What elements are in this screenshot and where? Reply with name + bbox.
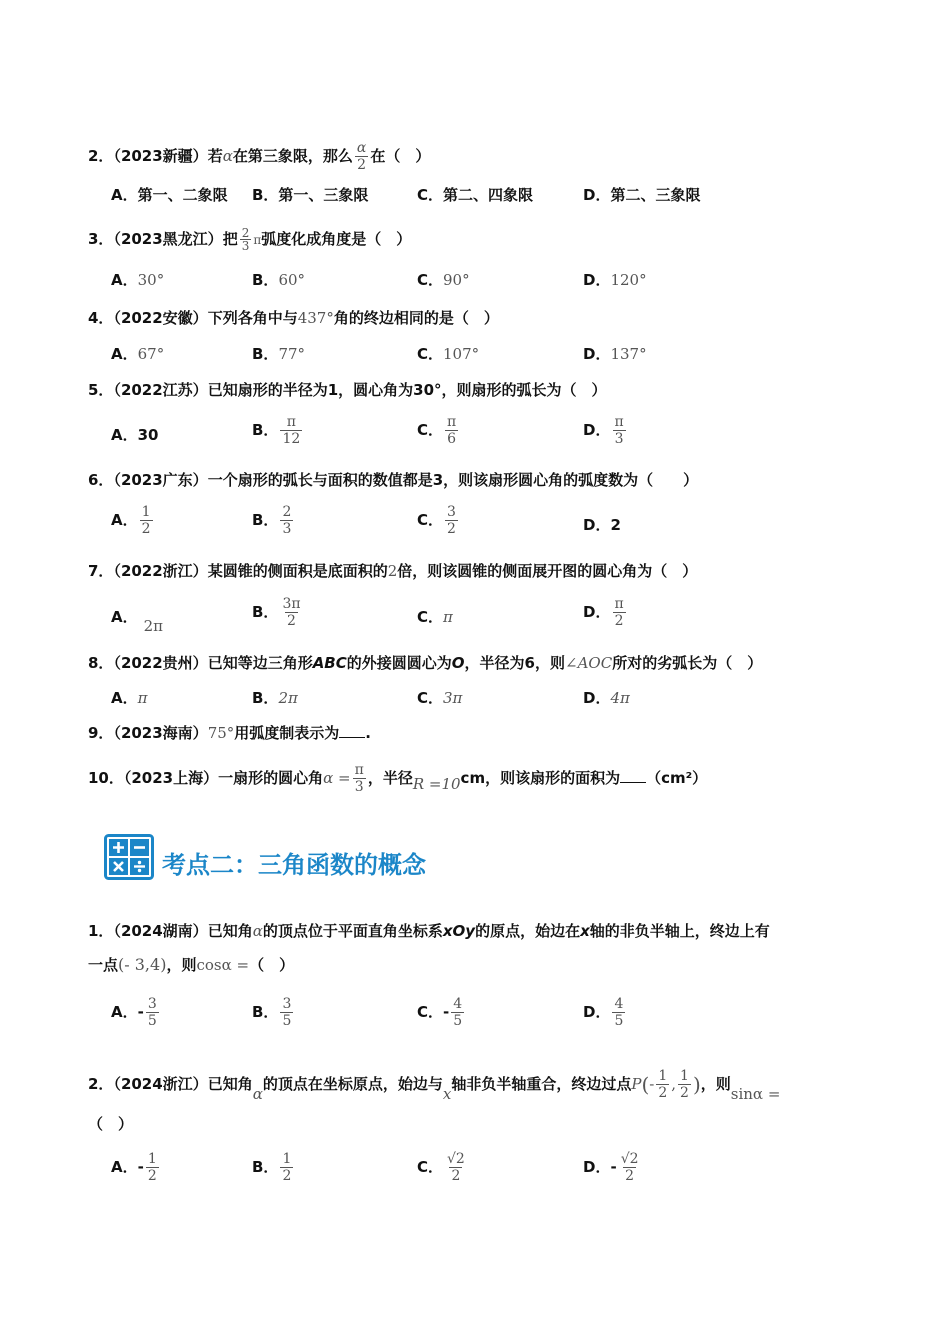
- option-d: D．2: [583, 516, 621, 534]
- option-label: A．: [111, 689, 138, 707]
- question-text: ，半径为6，则: [464, 654, 565, 672]
- answer-blank[interactable]: [620, 768, 646, 783]
- numerator: 2: [282, 504, 292, 520]
- option-c: [417, 607, 453, 627]
- option-a: [111, 688, 147, 708]
- question-number: 7．: [88, 562, 114, 580]
- denominator: 5: [282, 1013, 292, 1029]
- option-label: D．: [583, 1003, 611, 1021]
- math-alpha: α: [252, 922, 263, 940]
- denominator: 12: [282, 431, 301, 447]
- question-number: 4．: [88, 309, 114, 327]
- option-label: D．: [583, 345, 611, 363]
- option-value: 60°: [278, 271, 306, 289]
- question-number: 1．: [88, 922, 114, 940]
- option-label: B．: [252, 1158, 279, 1176]
- denominator: 5: [614, 1013, 624, 1029]
- option-a: A．30: [111, 426, 159, 444]
- question-number: 3．: [88, 230, 114, 248]
- question-6: [88, 470, 698, 490]
- fraction: [612, 596, 625, 629]
- option-value: 67°: [137, 345, 165, 363]
- option-a: [111, 270, 164, 290]
- question-number: 2．: [88, 1075, 114, 1093]
- numerator: √2: [447, 1151, 465, 1167]
- question-source: （2024湖南）: [113, 922, 208, 940]
- question-text: ，半径: [367, 769, 413, 787]
- question-number: 8．: [88, 654, 114, 672]
- option-b: B．第一、三象限: [252, 186, 369, 204]
- fraction: [280, 1151, 293, 1184]
- option-label: C．: [417, 345, 444, 363]
- option-value: 107°: [443, 345, 480, 363]
- denominator: 2: [357, 157, 367, 173]
- denominator: 2: [282, 1168, 292, 1184]
- question-text: 把: [222, 230, 238, 248]
- numerator: 3: [447, 504, 456, 520]
- option-label: A．: [111, 271, 138, 289]
- denominator: 2: [680, 1085, 689, 1101]
- math-comma: ,: [671, 1075, 677, 1093]
- option-a: [111, 1151, 161, 1184]
- fraction: [445, 414, 458, 447]
- option-d: [583, 688, 630, 708]
- numerator: 1: [658, 1068, 668, 1084]
- question-text: 倍，则该圆锥的侧面展开图的圆心角为（ ）: [397, 562, 698, 580]
- question-number: 10．: [88, 769, 124, 787]
- numerator: 1: [282, 1151, 292, 1167]
- question-text: 下列各角中与: [207, 309, 298, 327]
- option-c: [417, 1151, 469, 1184]
- question-source: （2023广东）: [113, 471, 208, 489]
- option-label: B．: [252, 345, 279, 363]
- option-value: π: [137, 689, 148, 707]
- numerator: 3: [147, 996, 157, 1012]
- option-c: C．第二、四象限: [417, 186, 534, 204]
- fraction: [445, 1151, 467, 1184]
- numerator: π: [354, 762, 364, 778]
- option-value: 137°: [610, 345, 647, 363]
- math-value: 437°: [297, 309, 334, 327]
- math-x: x: [580, 922, 590, 940]
- question-text: 一扇形的圆心角: [218, 769, 324, 787]
- option-a: [111, 607, 164, 635]
- math-pi: π: [253, 233, 262, 247]
- question-3: [88, 227, 411, 252]
- math-radius: R =10: [412, 775, 461, 793]
- question-text: 的外接圆圆心为: [346, 654, 452, 672]
- fraction: [280, 596, 302, 629]
- option-d: D．第二、三象限: [583, 186, 701, 204]
- question-9: [88, 723, 371, 743]
- question-5: [88, 380, 607, 400]
- paren-right: ): [692, 1072, 701, 1097]
- fraction: [656, 1068, 669, 1101]
- option-d: [583, 1151, 643, 1184]
- option-value: 77°: [278, 345, 306, 363]
- option-label: A．: [111, 345, 138, 363]
- option-value: π: [443, 608, 453, 626]
- denominator: 3: [354, 779, 364, 795]
- math-abc: ABC: [312, 654, 347, 672]
- paren-left: (: [641, 1072, 650, 1097]
- option-label: B．: [252, 421, 279, 439]
- denominator: 2: [141, 521, 151, 537]
- question-text: ，则: [166, 956, 197, 974]
- denominator: 2: [147, 1168, 157, 1184]
- option-a: [111, 996, 161, 1029]
- question-source: （2022浙江）: [113, 562, 208, 580]
- question-text: 在第三象限，那么: [232, 147, 353, 165]
- fraction: [451, 996, 464, 1029]
- question-text: 弧度化成角度是（ ）: [261, 230, 412, 248]
- question-text: 已知角: [207, 1075, 253, 1093]
- question-source: （2023上海）: [123, 769, 219, 787]
- denominator: 2: [287, 613, 296, 629]
- option-value: 3π: [443, 689, 463, 707]
- question-source: （2023海南）: [113, 724, 208, 742]
- question-source: （2022江苏）: [113, 381, 208, 399]
- question-number: 6．: [88, 471, 114, 489]
- option-label: B．: [252, 271, 279, 289]
- option-label: D．: [583, 271, 611, 289]
- fraction: [353, 762, 366, 795]
- question-8: [88, 653, 762, 673]
- numerator: 3π: [282, 596, 301, 612]
- option-label: D．: [583, 421, 611, 439]
- denominator: 2: [625, 1168, 635, 1184]
- option-label: A．: [111, 511, 138, 529]
- denominator: 5: [453, 1013, 463, 1029]
- question-text: 已知扇形的半径为1，圆心角为30°，则扇形的弧长为（ ）: [207, 381, 607, 399]
- question-text: 轴的非负半轴上，终边上有: [589, 922, 770, 940]
- denominator: 3: [614, 431, 624, 447]
- option-value: 30°: [137, 271, 165, 289]
- option-value: 120°: [610, 271, 647, 289]
- question-10: [88, 762, 707, 795]
- question-text: 用弧度制表示为: [234, 724, 340, 742]
- answer-blank[interactable]: [339, 723, 365, 738]
- math-minus: -: [649, 1075, 655, 1093]
- option-b: [252, 414, 304, 447]
- fraction: [146, 996, 159, 1029]
- numerator: π: [447, 414, 457, 430]
- denominator: 5: [147, 1013, 157, 1029]
- numerator: α: [356, 140, 367, 156]
- question-text: 所对的劣弧长为（ ）: [612, 654, 763, 672]
- math-xoy: xOy: [442, 922, 476, 940]
- denominator: 2: [658, 1085, 668, 1101]
- fraction: [146, 1151, 159, 1184]
- question-text: 某圆锥的侧面积是底面积的: [207, 562, 388, 580]
- option-a: [111, 504, 155, 537]
- numerator: π: [614, 596, 624, 612]
- option-c: [417, 414, 460, 447]
- question-text: （cm²）: [646, 769, 708, 787]
- option-c: [417, 344, 479, 364]
- denominator: 2: [451, 1168, 461, 1184]
- question-text: cm，则该扇形的面积为: [460, 769, 621, 787]
- question-s2: [88, 1068, 780, 1101]
- math-alpha: α: [222, 147, 233, 165]
- option-label: B．: [252, 1003, 279, 1021]
- option-d: [583, 996, 627, 1029]
- option-b: [252, 996, 295, 1029]
- option-label: C．: [417, 608, 444, 626]
- option-c: [417, 688, 462, 708]
- option-d: [583, 344, 647, 364]
- option-label: D．: [583, 603, 611, 621]
- math-alpha: α =: [323, 769, 351, 787]
- option-label: D．-: [583, 1158, 617, 1176]
- option-d: [583, 596, 628, 629]
- option-label: B．: [252, 603, 279, 621]
- fraction: [445, 504, 458, 537]
- option-d: [583, 414, 628, 447]
- math-point-p: P: [631, 1075, 642, 1093]
- fraction: [240, 227, 252, 252]
- numerator: 2: [241, 226, 250, 240]
- question-text: 的原点，始边在: [475, 922, 581, 940]
- math-sin: sinα =: [730, 1085, 781, 1103]
- section-title: 考点二：三角函数的概念: [162, 851, 426, 879]
- math-value: 2: [387, 562, 398, 580]
- question-number: 5．: [88, 381, 114, 399]
- option-value: 2π: [278, 689, 298, 707]
- option-c: [417, 270, 470, 290]
- fraction: [140, 504, 153, 537]
- question-source: （2024浙江）: [113, 1075, 208, 1093]
- option-b: [252, 344, 305, 364]
- option-value: 4π: [610, 689, 630, 707]
- question-text: ，则: [700, 1075, 731, 1093]
- question-s2-line2: （ ）: [88, 1115, 134, 1133]
- numerator: 4: [614, 996, 624, 1012]
- question-text: 已知等边三角形: [207, 654, 313, 672]
- option-label: C．-: [417, 1003, 450, 1021]
- question-text: 一点: [88, 956, 119, 974]
- option-value: 2π: [143, 617, 164, 635]
- option-label: C．: [417, 271, 444, 289]
- math-o: O: [451, 654, 465, 672]
- option-label: C．: [417, 511, 444, 529]
- question-number: 9．: [88, 724, 114, 742]
- math-alpha: α: [252, 1085, 263, 1103]
- option-label: D．: [583, 689, 611, 707]
- fraction: [678, 1068, 691, 1101]
- calculator-icon: [104, 834, 154, 880]
- question-text: 的顶点在坐标原点，始边与: [262, 1075, 443, 1093]
- question-s1: [88, 921, 770, 941]
- option-value: 90°: [443, 271, 470, 289]
- denominator: 6: [447, 431, 457, 447]
- option-label: C．: [417, 1158, 444, 1176]
- option-b: [252, 688, 298, 708]
- question-number: 2．: [88, 147, 114, 165]
- numerator: 1: [147, 1151, 157, 1167]
- math-angle: ∠AOC: [565, 654, 613, 672]
- numerator: π: [614, 414, 624, 430]
- fraction: [280, 996, 293, 1029]
- option-d: [583, 270, 647, 290]
- numerator: 3: [282, 996, 292, 1012]
- question-text: 的顶点位于平面直角坐标系: [262, 922, 443, 940]
- question-text: 轴非负半轴重合，终边过点: [451, 1075, 632, 1093]
- question-s1-line2: [88, 955, 294, 975]
- question-source: （2023黑龙江）: [113, 230, 223, 248]
- question-text: 已知角: [207, 922, 253, 940]
- numerator: π: [286, 414, 296, 430]
- option-a: A．第一、二象限: [111, 186, 228, 204]
- option-label: A．: [111, 608, 138, 626]
- question-text: 角的终边相同的是（ ）: [333, 309, 499, 327]
- option-b: [252, 1151, 295, 1184]
- option-b: [252, 596, 305, 629]
- option-label: A．-: [111, 1003, 144, 1021]
- fraction: [355, 140, 368, 173]
- question-text: 若: [207, 147, 223, 165]
- fraction: [612, 414, 625, 447]
- option-label: A．-: [111, 1158, 144, 1176]
- fraction: [280, 414, 302, 447]
- numerator: √2: [620, 1151, 639, 1167]
- question-source: （2022安徽）: [113, 309, 208, 327]
- question-4: [88, 308, 499, 328]
- numerator: 1: [141, 504, 151, 520]
- question-text: 一个扇形的弧长与面积的数值都是3，则该扇形圆心角的弧度数为（ ）: [207, 471, 699, 489]
- option-label: C．: [417, 421, 444, 439]
- math-cos: cosα =: [196, 956, 250, 974]
- option-b: [252, 504, 295, 537]
- numerator: 4: [453, 996, 463, 1012]
- option-b: [252, 270, 305, 290]
- fraction: [619, 1151, 641, 1184]
- denominator: 2: [447, 521, 456, 537]
- option-c: [417, 996, 466, 1029]
- question-text: （ ）: [249, 956, 295, 974]
- option-a: [111, 344, 164, 364]
- fraction: [280, 504, 293, 537]
- question-source: （2023新疆）: [113, 147, 208, 165]
- option-label: C．: [417, 689, 444, 707]
- question-source: （2022贵州）: [113, 654, 208, 672]
- option-label: B．: [252, 689, 279, 707]
- question-text: .: [365, 724, 371, 742]
- denominator: 3: [241, 239, 250, 253]
- math-x: x: [442, 1085, 452, 1103]
- fraction: [612, 996, 625, 1029]
- question-2: [88, 140, 430, 173]
- option-c: [417, 504, 460, 537]
- denominator: 3: [282, 521, 292, 537]
- question-text: 在（ ）: [370, 147, 431, 165]
- numerator: 1: [680, 1068, 689, 1084]
- math-point: (- 3,4): [118, 955, 167, 974]
- denominator: 2: [614, 613, 624, 629]
- math-value: 75°: [207, 724, 235, 742]
- option-label: B．: [252, 511, 279, 529]
- question-7: [88, 561, 697, 581]
